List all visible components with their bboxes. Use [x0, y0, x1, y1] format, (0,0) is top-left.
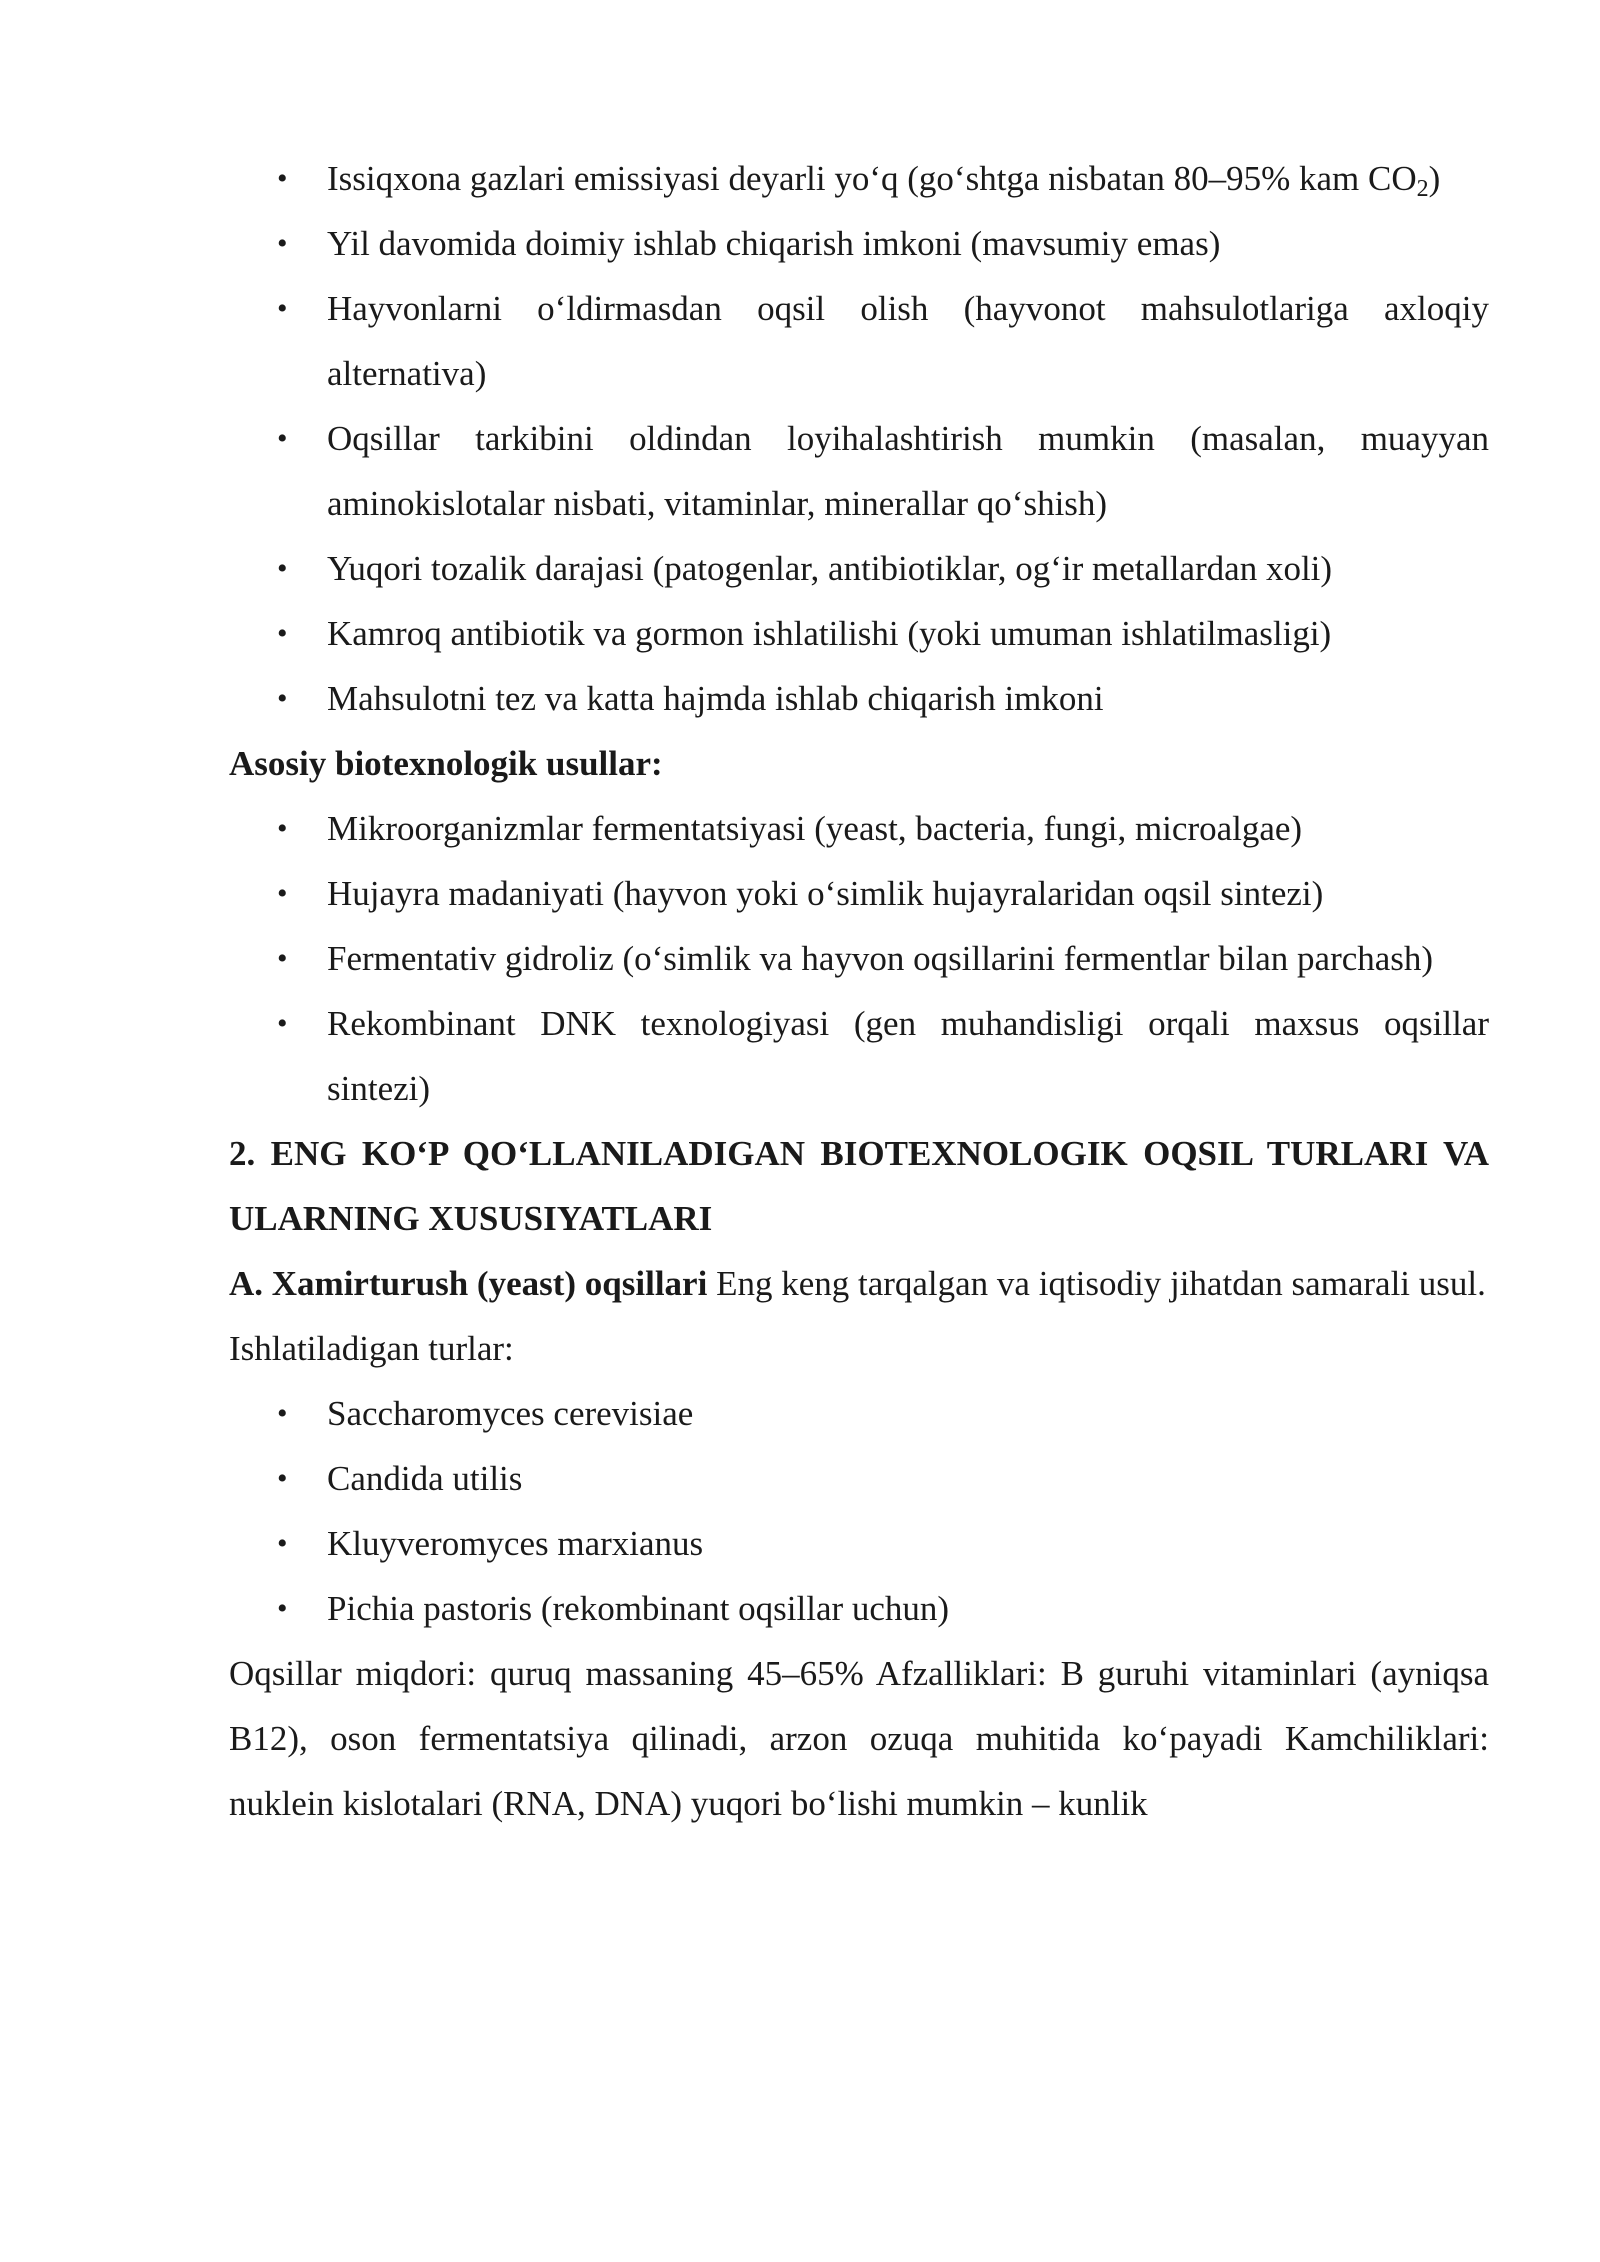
- list-item: [327, 146, 1489, 211]
- list-item: • Yuqori tozalik darajasi (patogenlar, antibiotiklar, og‘ir metallardan xoli): [327, 536, 1489, 601]
- list-item: • Kluyveromyces marxianus: [327, 1511, 1489, 1576]
- list-item: • Saccharomyces cerevisiae: [327, 1381, 1489, 1446]
- document-page: [229, 146, 1489, 1836]
- list-item: • Kamroq antibiotik va gormon ishlatilishi (yoki umuman ishlatilmasligi): [327, 601, 1489, 666]
- list-item: • Hayvonlarni o‘ldirmasdan oqsil olish (hayvonot mahsulotlariga axloqiy alternativa): [327, 276, 1489, 406]
- methods-list: [229, 796, 1489, 1121]
- list-item-text: Issiqxona gazlari emissiyasi deyarli yo‘q (go‘shtga nisbatan 80–95% kam CO: [327, 159, 1417, 198]
- section-2-heading: 2. ENG KO‘P QO‘LLANILADIGAN BIOTEXNOLOGIK OQSIL TURLARI VA ULARNING XUSUSIYATLARI: [229, 1134, 1489, 1238]
- yeast-types-list: [229, 1381, 1489, 1641]
- final-paragraph: Oqsillar miqdori: quruq massaning 45–65% Afzalliklari: B guruhi vitaminlari (ayniqsa B12), oson fermentatsiya qilinadi, arzon ozuqa muhitida ko‘payadi Kamchiliklari: nuklein kislotalari (RNA, DNA) yuqori bo‘lishi mumkin – kunlik: [229, 1654, 1489, 1823]
- methods-heading: Asosiy biotexnologik usullar:: [229, 744, 663, 783]
- subscript: 2: [1416, 176, 1429, 202]
- list-item: • Hujayra madaniyati (hayvon yoki o‘simlik hujayralaridan oqsil sintezi): [327, 861, 1489, 926]
- types-label: Ishlatiladigan turlar:: [229, 1329, 514, 1368]
- list-item: • Oqsillar tarkibini oldindan loyihalashtirish mumkin (masalan, muayyan aminokislotalar nisbati, vitaminlar, minerallar qo‘shish): [327, 406, 1489, 536]
- list-item: • Pichia pastoris (rekombinant oqsillar uchun): [327, 1576, 1489, 1641]
- list-item: • Fermentativ gidroliz (o‘simlik va hayvon oqsillarini fermentlar bilan parchash): [327, 926, 1489, 991]
- section-a-paragraph: [229, 1251, 1489, 1316]
- list-item: • Rekombinant DNK texnologiyasi (gen muhandisligi orqali maxsus oqsillar sintezi): [327, 991, 1489, 1121]
- section-a-title: A. Xamirturush (yeast) oqsillari: [229, 1264, 708, 1303]
- list-item-text: ): [1428, 159, 1441, 198]
- list-item: • Mikroorganizmlar fermentatsiyasi (yeast, bacteria, fungi, microalgae): [327, 796, 1489, 861]
- list-item: • Yil davomida doimiy ishlab chiqarish imkoni (mavsumiy emas): [327, 211, 1489, 276]
- list-item: • Mahsulotni tez va katta hajmda ishlab chiqarish imkoni: [327, 666, 1489, 731]
- advantages-list: [229, 146, 1489, 731]
- list-item: • Candida utilis: [327, 1446, 1489, 1511]
- section-a-text: Eng keng tarqalgan va iqtisodiy jihatdan samarali usul.: [707, 1264, 1486, 1303]
